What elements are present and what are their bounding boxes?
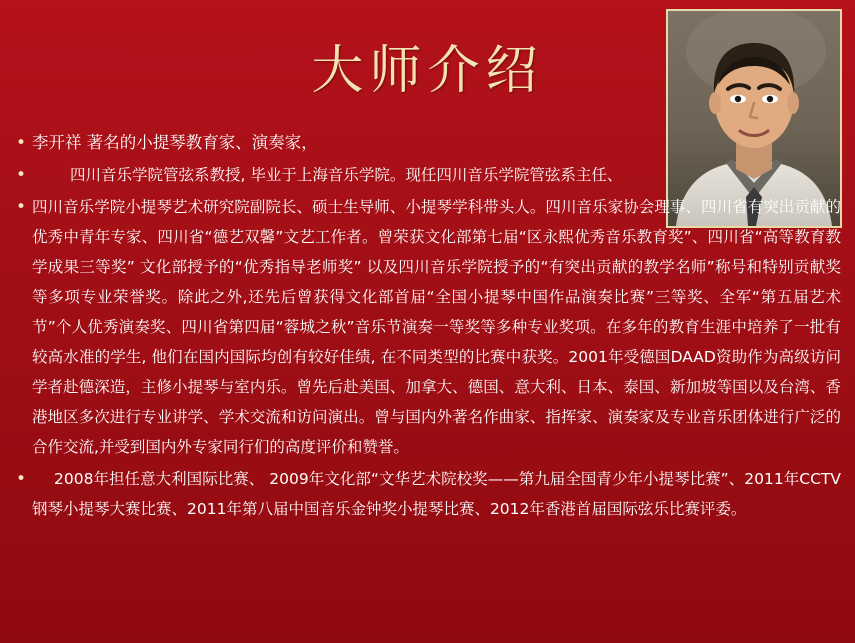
- list-item: [10, 160, 841, 190]
- list-item: [10, 128, 841, 158]
- bullet-position: 四川音乐学院管弦系教授, 毕业于上海音乐学院。现任四川音乐学院管弦系主任、: [70, 166, 623, 184]
- bullet-dot-icon: •: [15, 469, 27, 489]
- list-item: [10, 192, 841, 462]
- bullet-dot-icon: •: [15, 197, 27, 217]
- bullet-dot-icon: •: [15, 133, 27, 153]
- bullet-biography: 四川音乐学院小提琴艺术研究院副院长、硕士生导师、小提琴学科带头人。四川音乐家协会理事、四川省有突出贡献的优秀中青年专家、四川省“德艺双馨”文艺工作者。曾荣获文化部第七届“区永熙优秀音乐教育奖”、四川省“高等教育教学成果三等奖” 文化部授予的“优秀指导老师奖” 以及四川音乐学院授予的“有突出贡献的教学名师”称号和特别贡献奖等多项专业荣誉奖。除此之外,还先后曾获得文化部首届“全国小提琴中国作品演奏比赛”三等奖、全军“第五届艺术节”个人优秀演奏奖、四川省第四届“蓉城之秋”音乐节演奏一等奖等多种专业奖项。在多年的教育生涯中培养了一批有较高水准的学生, 他们在国内国际均创有较好佳绩, 在不同类型的比赛中获奖。2001年受德国DAAD资助作为高级访问学者赴德深造，主修小提琴与室内乐。曾先后赴美国、加拿大、德国、意大利、日本、泰国、新加坡等国以及台湾、香港地区多次进行专业讲学、学术交流和访问演出。曾与国内外著名作曲家、指挥家、演奏家及专业音乐团体进行广泛的合作交流,并受到国内外专家同行们的高度评价和赞誉。: [32, 198, 841, 456]
- list-item: [10, 464, 841, 524]
- page-title: 大师介绍: [311, 41, 544, 101]
- bullet-dot-icon: •: [15, 165, 27, 185]
- slide-body: [0, 128, 855, 526]
- bullet-name: 李开祥 著名的小提琴教育家、演奏家，: [32, 133, 318, 152]
- bullet-jury: 2008年担任意大利国际比赛、 2009年文化部“文华艺术院校奖——第九届全国青少年小提琴比赛”、2011年CCTV钢琴小提琴大赛比赛、2011年第八届中国音乐金钟奖小提琴比赛、2012年香港首届国际弦乐比赛评委。: [32, 470, 841, 518]
